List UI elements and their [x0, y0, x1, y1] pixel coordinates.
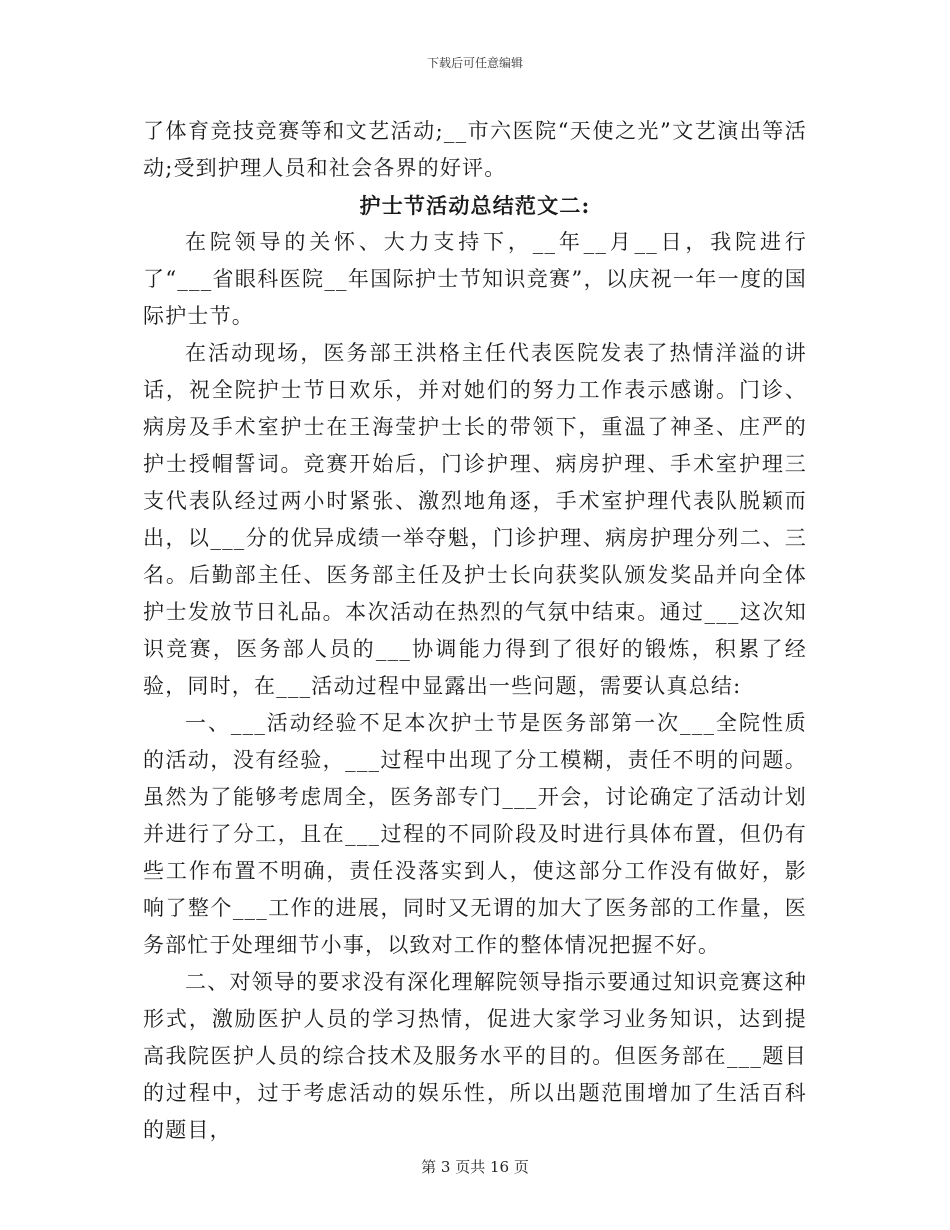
section-title: 护士节活动总结范文二:	[359, 193, 591, 218]
page-number: 第 3 页共 16 页	[421, 1158, 529, 1176]
paragraph-continuation: 了体育竞技竞赛等和文艺活动;__市六医院“天使之光”文艺演出等活动;受到护理人员和社会各界的好评。	[143, 119, 807, 180]
document-body	[143, 113, 807, 1149]
paragraph-intro: 在院领导的关怀、大力支持下，__年__月__日，我院进行了“___省眼科医院__年国际护士节知识竞赛”，以庆祝一年一度的国际护士节。	[143, 230, 807, 328]
paragraph-issue-two: 二、对领导的要求没有深化理解院领导指示要通过知识竞赛这种形式，激励医护人员的学习热情，促进大家学习业务知识，达到提高我院医护人员的综合技术及服务水平的目的。但医务部在___题目的过程中，过于考虑活动的娱乐性，所以出题范围增加了生活百科的题目，	[143, 970, 807, 1142]
paragraph-issue-one: 一、___活动经验不足本次护士节是医务部第一次___全院性质的活动，没有经验，___过程中出现了分工模糊，责任不明的问题。虽然为了能够考虑周全，医务部专门___开会，讨论确定了活动计划并进行了分工，且在___过程的不同阶段及时进行具体布置，但仍有些工作布置不明确，责任没落实到人，使这部分工作没有做好，影响了整个___工作的进展，同时又无谓的加大了医务部的工作量，医务部忙于处理细节小事，以致对工作的整体情况把握不好。	[143, 711, 807, 957]
page-header-note: 下载后可任意编辑	[426, 56, 523, 70]
paragraph-event: 在活动现场，医务部王洪格主任代表医院发表了热情洋溢的讲话，祝全院护士节日欢乐，并对她们的努力工作表示感谢。门诊、病房及手术室护士在王海莹护士长的带领下，重温了神圣、庄严的护士授帽誓词。竞赛开始后，门诊护理、病房护理、手术室护理三支代表队经过两小时紧张、激烈地角逐，手术室护理代表队脱颖而出，以___分的优异成绩一举夺魁，门诊护理、病房护理分列二、三名。后勤部主任、医务部主任及护士长向获奖队颁发奖品并向全体护士发放节日礼品。本次活动在热烈的气氛中结束。通过___这次知识竞赛，医务部人员的___协调能力得到了很好的锻炼，积累了经验，同时，在___活动过程中显露出一些问题，需要认真总结:	[143, 341, 807, 698]
